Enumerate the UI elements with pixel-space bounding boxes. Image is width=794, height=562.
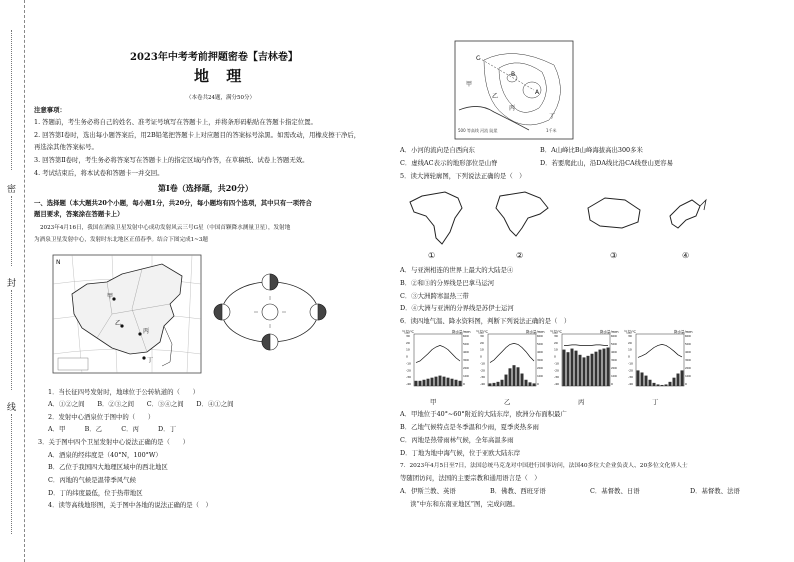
climate-chart-label: 丁: [652, 398, 659, 406]
binding-line: [11, 196, 12, 266]
climate-chart-label: 丙: [578, 398, 585, 406]
binding-line: [11, 30, 12, 170]
exam-title: 2023年中考考前押题密卷【吉林卷】: [130, 52, 298, 63]
question-option: B．A山峰比B山峰海拔高出300多米: [540, 146, 643, 154]
climate-temp-tick: 10: [554, 347, 558, 352]
climate-precip-bar: [669, 382, 672, 386]
contour-label: B: [511, 71, 516, 78]
climate-temp-line: [564, 345, 608, 346]
contour-legend: 500 等高线 河流 陡崖: [458, 128, 498, 133]
question-stem: 5．读大洲轮廓图，下列说法正确的是（ ）: [400, 172, 526, 180]
climate-precip-bar: [459, 381, 462, 386]
svg-text:乙: 乙: [115, 320, 122, 327]
climate-precip-bar: [591, 354, 594, 386]
earth-orbit-figure: [210, 262, 330, 362]
climate-precip-bar: [563, 350, 566, 386]
climate-precip-bar: [529, 382, 532, 386]
climate-precip-bar: [451, 379, 454, 386]
climate-precip-tick: 400: [611, 350, 617, 354]
climate-temp-tick: 0: [628, 354, 630, 359]
binding-char-line: 线: [7, 403, 17, 413]
question-stem: 7．2023年4月5日至7日，法国总统马克龙对中国进行国事访问，法国40多位大企业负责人、20多位文化界人士: [400, 463, 688, 469]
climate-precip-tick: 200: [463, 366, 469, 370]
climate-precip-bar: [653, 383, 656, 386]
question-option: D．基督教、法语: [690, 487, 740, 495]
climate-precip-bar: [415, 381, 418, 386]
climate-precip-bar: [649, 380, 652, 386]
continent-shape-europe: [670, 200, 700, 228]
climate-precip-bar: [439, 376, 442, 386]
climate-precip-bar: [657, 384, 660, 386]
left-column: [34, 0, 392, 562]
climate-precip-tick: 100: [537, 374, 543, 378]
climate-temp-axis-label: 气温/℃: [402, 330, 415, 334]
climate-precip-bar: [517, 367, 520, 386]
climate-temp-tick: 0: [554, 354, 556, 359]
question-tail: 读“中东和东南亚地区”图，完成问题。: [410, 500, 519, 508]
question-option: B．乙位于我国四大地理区域中的西北地区: [48, 463, 168, 471]
continent-outlines-figure: [400, 186, 740, 256]
climate-chart: [402, 329, 471, 386]
climate-precip-bar: [427, 379, 430, 386]
climate-precip-bar: [661, 385, 664, 386]
score-line: （本卷共24题，满分50分）: [186, 95, 255, 101]
question-option: A．小河的流向是自西向东: [400, 146, 475, 154]
question-intro: 为酒泉卫星发射中心，发射时东北地区正值春季。结合下图完成1~3题: [34, 237, 209, 243]
climate-chart-label: 乙: [504, 398, 511, 406]
climate-temp-axis-label: 气温/℃: [550, 330, 563, 334]
climate-temp-tick: -10: [480, 361, 485, 366]
question-option: D．若要爬此山，沿DA线比沿CA线登山更容易: [540, 159, 674, 167]
climate-temp-tick: 10: [628, 347, 632, 352]
climate-precip-bar: [431, 378, 434, 386]
question-stem: 等随团访问，法国的主要宗教和通用语言是（ ）: [400, 474, 541, 482]
climate-temp-tick: 10: [480, 347, 484, 352]
contour-label: 丙: [509, 105, 516, 112]
notes-heading: 注意事项：: [34, 106, 66, 114]
climate-precip-tick: 400: [463, 350, 469, 354]
climate-precip-bar: [583, 357, 586, 386]
climate-temp-tick: -30: [480, 375, 485, 380]
climate-precip-axis-label: 降水量/mm: [600, 330, 619, 334]
question-option: B．乙地气候特点是冬季温和少雨，夏季炎热多雨: [400, 423, 539, 431]
climate-precip-bar: [607, 348, 610, 386]
continent-label: ③: [610, 251, 618, 260]
question-options: A．①②之间 B．②③之间 C．③④之间 D．④①之间: [48, 400, 234, 408]
climate-precip-bar: [493, 383, 496, 386]
climate-precip-axis-label: 降水量/mm: [674, 330, 693, 334]
climate-temp-tick: 20: [480, 340, 484, 345]
question-option: C．丙地的气候是温带季风气候: [48, 476, 136, 484]
climate-charts-figure: [400, 328, 700, 400]
climate-temp-tick: 20: [554, 340, 558, 345]
climate-precip-bar: [641, 372, 644, 386]
binding-char-seal: 密: [7, 185, 17, 195]
climate-chart-frame: [488, 334, 536, 386]
continent-shape-africa: [410, 192, 462, 244]
climate-temp-tick: -30: [628, 375, 633, 380]
climate-temp-tick: 30: [628, 334, 632, 338]
subject-title: 地 理: [194, 67, 248, 85]
binding-char-envelope: 封: [7, 279, 17, 289]
climate-precip-bar: [509, 368, 512, 386]
climate-precip-bar: [681, 370, 684, 386]
climate-precip-tick: 500: [611, 342, 617, 346]
climate-precip-bar: [673, 378, 676, 386]
climate-temp-tick: -40: [406, 382, 411, 386]
binding-line: [11, 414, 12, 534]
climate-precip-tick: 500: [537, 342, 543, 346]
climate-precip-tick: 400: [685, 350, 691, 354]
climate-precip-bar: [579, 355, 582, 386]
climate-precip-bar: [533, 383, 536, 386]
climate-precip-bar: [489, 383, 492, 386]
climate-temp-line: [416, 345, 460, 362]
climate-precip-bar: [665, 384, 668, 386]
climate-precip-tick: 500: [463, 342, 469, 346]
binding-line: [11, 290, 12, 390]
question-stem: 2．发射中心酒泉位于图中的（ ）: [48, 413, 155, 421]
contour-label: A: [535, 89, 540, 96]
climate-precip-bar: [567, 352, 570, 386]
climate-precip-tick: 0: [463, 382, 465, 386]
climate-temp-tick: -20: [406, 368, 411, 373]
climate-precip-tick: 0: [685, 382, 687, 386]
note-item: 4. 考试结束后，将本试卷和答题卡一并交回。: [34, 169, 164, 177]
contour-scale: 1千米: [546, 128, 557, 133]
continent-label: ④: [682, 251, 690, 260]
climate-temp-tick: 0: [406, 354, 408, 359]
climate-temp-tick: 20: [628, 340, 632, 345]
continent-label: ②: [516, 251, 524, 260]
climate-temp-tick: 20: [406, 340, 410, 345]
contour-label: 丁: [549, 113, 556, 120]
climate-precip-bar: [435, 377, 438, 386]
china-map-figure: [52, 254, 202, 374]
climate-precip-bar: [525, 380, 528, 386]
note-item: 再选涂其他答案标号。: [34, 143, 98, 151]
climate-precip-axis-label: 降水量/mm: [526, 330, 545, 334]
svg-text:丁: 丁: [147, 357, 154, 364]
climate-precip-bar: [455, 380, 458, 386]
climate-precip-bar: [599, 350, 602, 386]
climate-temp-tick: 30: [406, 334, 410, 338]
climate-temp-tick: -20: [554, 368, 559, 373]
climate-temp-tick: -10: [406, 361, 411, 366]
question-stem: 4．读等高线地形图，关于图中各地的说法正确的是（ ）: [48, 501, 212, 509]
question-stem: 1．当长征四号发射时，地球位于公转轨道的（ ）: [48, 388, 200, 396]
question-intro: 2023年4月16日，我国在酒泉卫星发射中心成功发射风云三号G星（中国首颗降水测量卫星），发射地: [40, 225, 291, 231]
question-option: C．基督教、日语: [590, 487, 640, 495]
continent-label: ①: [428, 251, 436, 260]
climate-temp-tick: 10: [406, 347, 410, 352]
climate-precip-tick: 0: [537, 382, 539, 386]
climate-precip-tick: 600: [537, 334, 543, 338]
climate-precip-bar: [447, 378, 450, 386]
climate-precip-tick: 600: [611, 334, 617, 338]
climate-precip-bar: [587, 356, 590, 386]
climate-chart: [550, 329, 619, 386]
climate-precip-bar: [419, 381, 422, 386]
climate-precip-tick: 300: [685, 358, 691, 362]
right-column: [400, 0, 785, 562]
climate-temp-tick: -40: [628, 382, 633, 386]
climate-temp-tick: 30: [554, 334, 558, 338]
question-stem: 3．关于图中四个卫星发射中心说法正确的是（ ）: [38, 438, 190, 446]
climate-temp-tick: -20: [628, 368, 633, 373]
climate-chart: [476, 329, 545, 386]
question-option: D．丁的纬度最低，位于热带地区: [48, 489, 143, 497]
climate-precip-tick: 200: [685, 366, 691, 370]
climate-precip-tick: 100: [685, 374, 691, 378]
section-instruction: 题目要求，答案涂在答题卡上）: [34, 210, 124, 218]
note-item: 2. 回答第Ⅰ卷时，选出每小题答案后，用2B铅笔把答题卡上对应题目的答案标号涂黑。如需改动，用橡皮擦干净后，: [34, 131, 361, 139]
climate-precip-tick: 500: [685, 342, 691, 346]
climate-precip-tick: 300: [463, 358, 469, 362]
climate-precip-bar: [423, 380, 426, 386]
svg-text:N: N: [56, 259, 61, 266]
contour-label: C: [476, 55, 481, 62]
climate-precip-tick: 300: [611, 358, 617, 362]
question-option: D．④大洲与亚洲的分界线是苏伊士运河: [400, 304, 514, 312]
question-option: B．佛教、西班牙语: [490, 487, 546, 495]
climate-temp-tick: -10: [628, 361, 633, 366]
climate-temp-axis-label: 气温/℃: [476, 330, 489, 334]
climate-chart-label: 甲: [430, 398, 437, 406]
continent-shape-north-america: [496, 192, 548, 236]
climate-precip-bar: [645, 376, 648, 386]
climate-temp-tick: -40: [480, 382, 485, 386]
climate-precip-bar: [571, 349, 574, 386]
climate-temp-tick: -30: [406, 375, 411, 380]
question-option: B．②和③的分界线是巴拿马运河: [400, 279, 495, 287]
svg-text:甲: 甲: [107, 293, 114, 300]
contour-label: 乙: [492, 93, 499, 100]
climate-precip-bar: [677, 374, 680, 386]
question-option: C．虚线AC表示的地形部位是山脊: [400, 159, 498, 167]
climate-precip-bar: [603, 349, 606, 386]
binding-margin: [0, 0, 25, 562]
climate-temp-tick: -40: [554, 382, 559, 386]
question-option: C．丙地是热带雨林气候，全年高温多雨: [400, 436, 514, 444]
question-option: A．甲地位于40°~60°附近的大陆东岸，欧洲分布面积最广: [400, 410, 567, 418]
climate-chart: [624, 329, 693, 386]
question-option: A．伊斯兰教、英语: [400, 487, 456, 495]
climate-precip-bar: [497, 382, 500, 386]
climate-temp-tick: -20: [480, 368, 485, 373]
climate-precip-bar: [637, 370, 640, 386]
question-stem: 6．读四地气温、降水资料图，判断下列说法正确的是（ ）: [400, 317, 571, 325]
climate-precip-tick: 100: [611, 374, 617, 378]
climate-precip-tick: 200: [537, 366, 543, 370]
climate-precip-axis-label: 降水量/mm: [452, 330, 471, 334]
climate-precip-tick: 300: [537, 358, 543, 362]
question-option: C．③大洲跨寒温热三带: [400, 292, 469, 300]
climate-precip-tick: 100: [463, 374, 469, 378]
section-instruction: 一、选择题（本大题共20个小题，每小题1分，共20分，每小题均有四个选项，其中只有一项符合: [34, 199, 312, 207]
climate-temp-line: [638, 344, 682, 357]
note-item: 1. 答题前，考生务必将自己的姓名、准考证号填写在答题卡上，并将条形码粘贴在答题卡指定位置。: [34, 118, 317, 126]
climate-precip-bar: [595, 352, 598, 386]
climate-precip-tick: 0: [611, 382, 613, 386]
question-option: A．与亚洲相连的世界上最大的大陆是④: [400, 266, 514, 274]
continent-shape-antarctica: [588, 198, 640, 228]
svg-text:丙: 丙: [143, 328, 150, 335]
contour-map-figure: [454, 40, 574, 140]
climate-temp-tick: 0: [480, 354, 482, 359]
climate-precip-bar: [521, 374, 524, 386]
note-item: 3. 回答第Ⅱ卷时，考生务必将答案写在答题卡上的指定区域内作答，在草稿纸、试卷上答题无效。: [34, 156, 309, 164]
climate-temp-tick: -30: [554, 375, 559, 380]
climate-precip-bar: [505, 375, 508, 386]
climate-temp-tick: -10: [554, 361, 559, 366]
question-option: A．酒泉的经纬度是（40°N，100°W）: [48, 451, 162, 459]
climate-precip-tick: 400: [537, 350, 543, 354]
question-options: A．甲 B．乙 C．丙 D．丁: [48, 425, 176, 433]
climate-precip-bar: [443, 377, 446, 386]
climate-precip-bar: [513, 365, 516, 386]
question-option: D．丁地为地中海气候，位于亚欧大陆东岸: [400, 449, 521, 457]
climate-temp-axis-label: 气温/℃: [624, 330, 637, 334]
climate-precip-tick: 600: [685, 334, 691, 338]
climate-precip-tick: 200: [611, 366, 617, 370]
contour-label: 甲: [466, 81, 473, 88]
part1-title: 第Ⅰ卷（选择题，共20分）: [158, 183, 253, 193]
climate-precip-tick: 600: [463, 334, 469, 338]
climate-precip-bar: [575, 351, 578, 386]
climate-temp-tick: 30: [480, 334, 484, 338]
climate-precip-bar: [501, 380, 504, 386]
climate-temp-line: [490, 343, 534, 362]
